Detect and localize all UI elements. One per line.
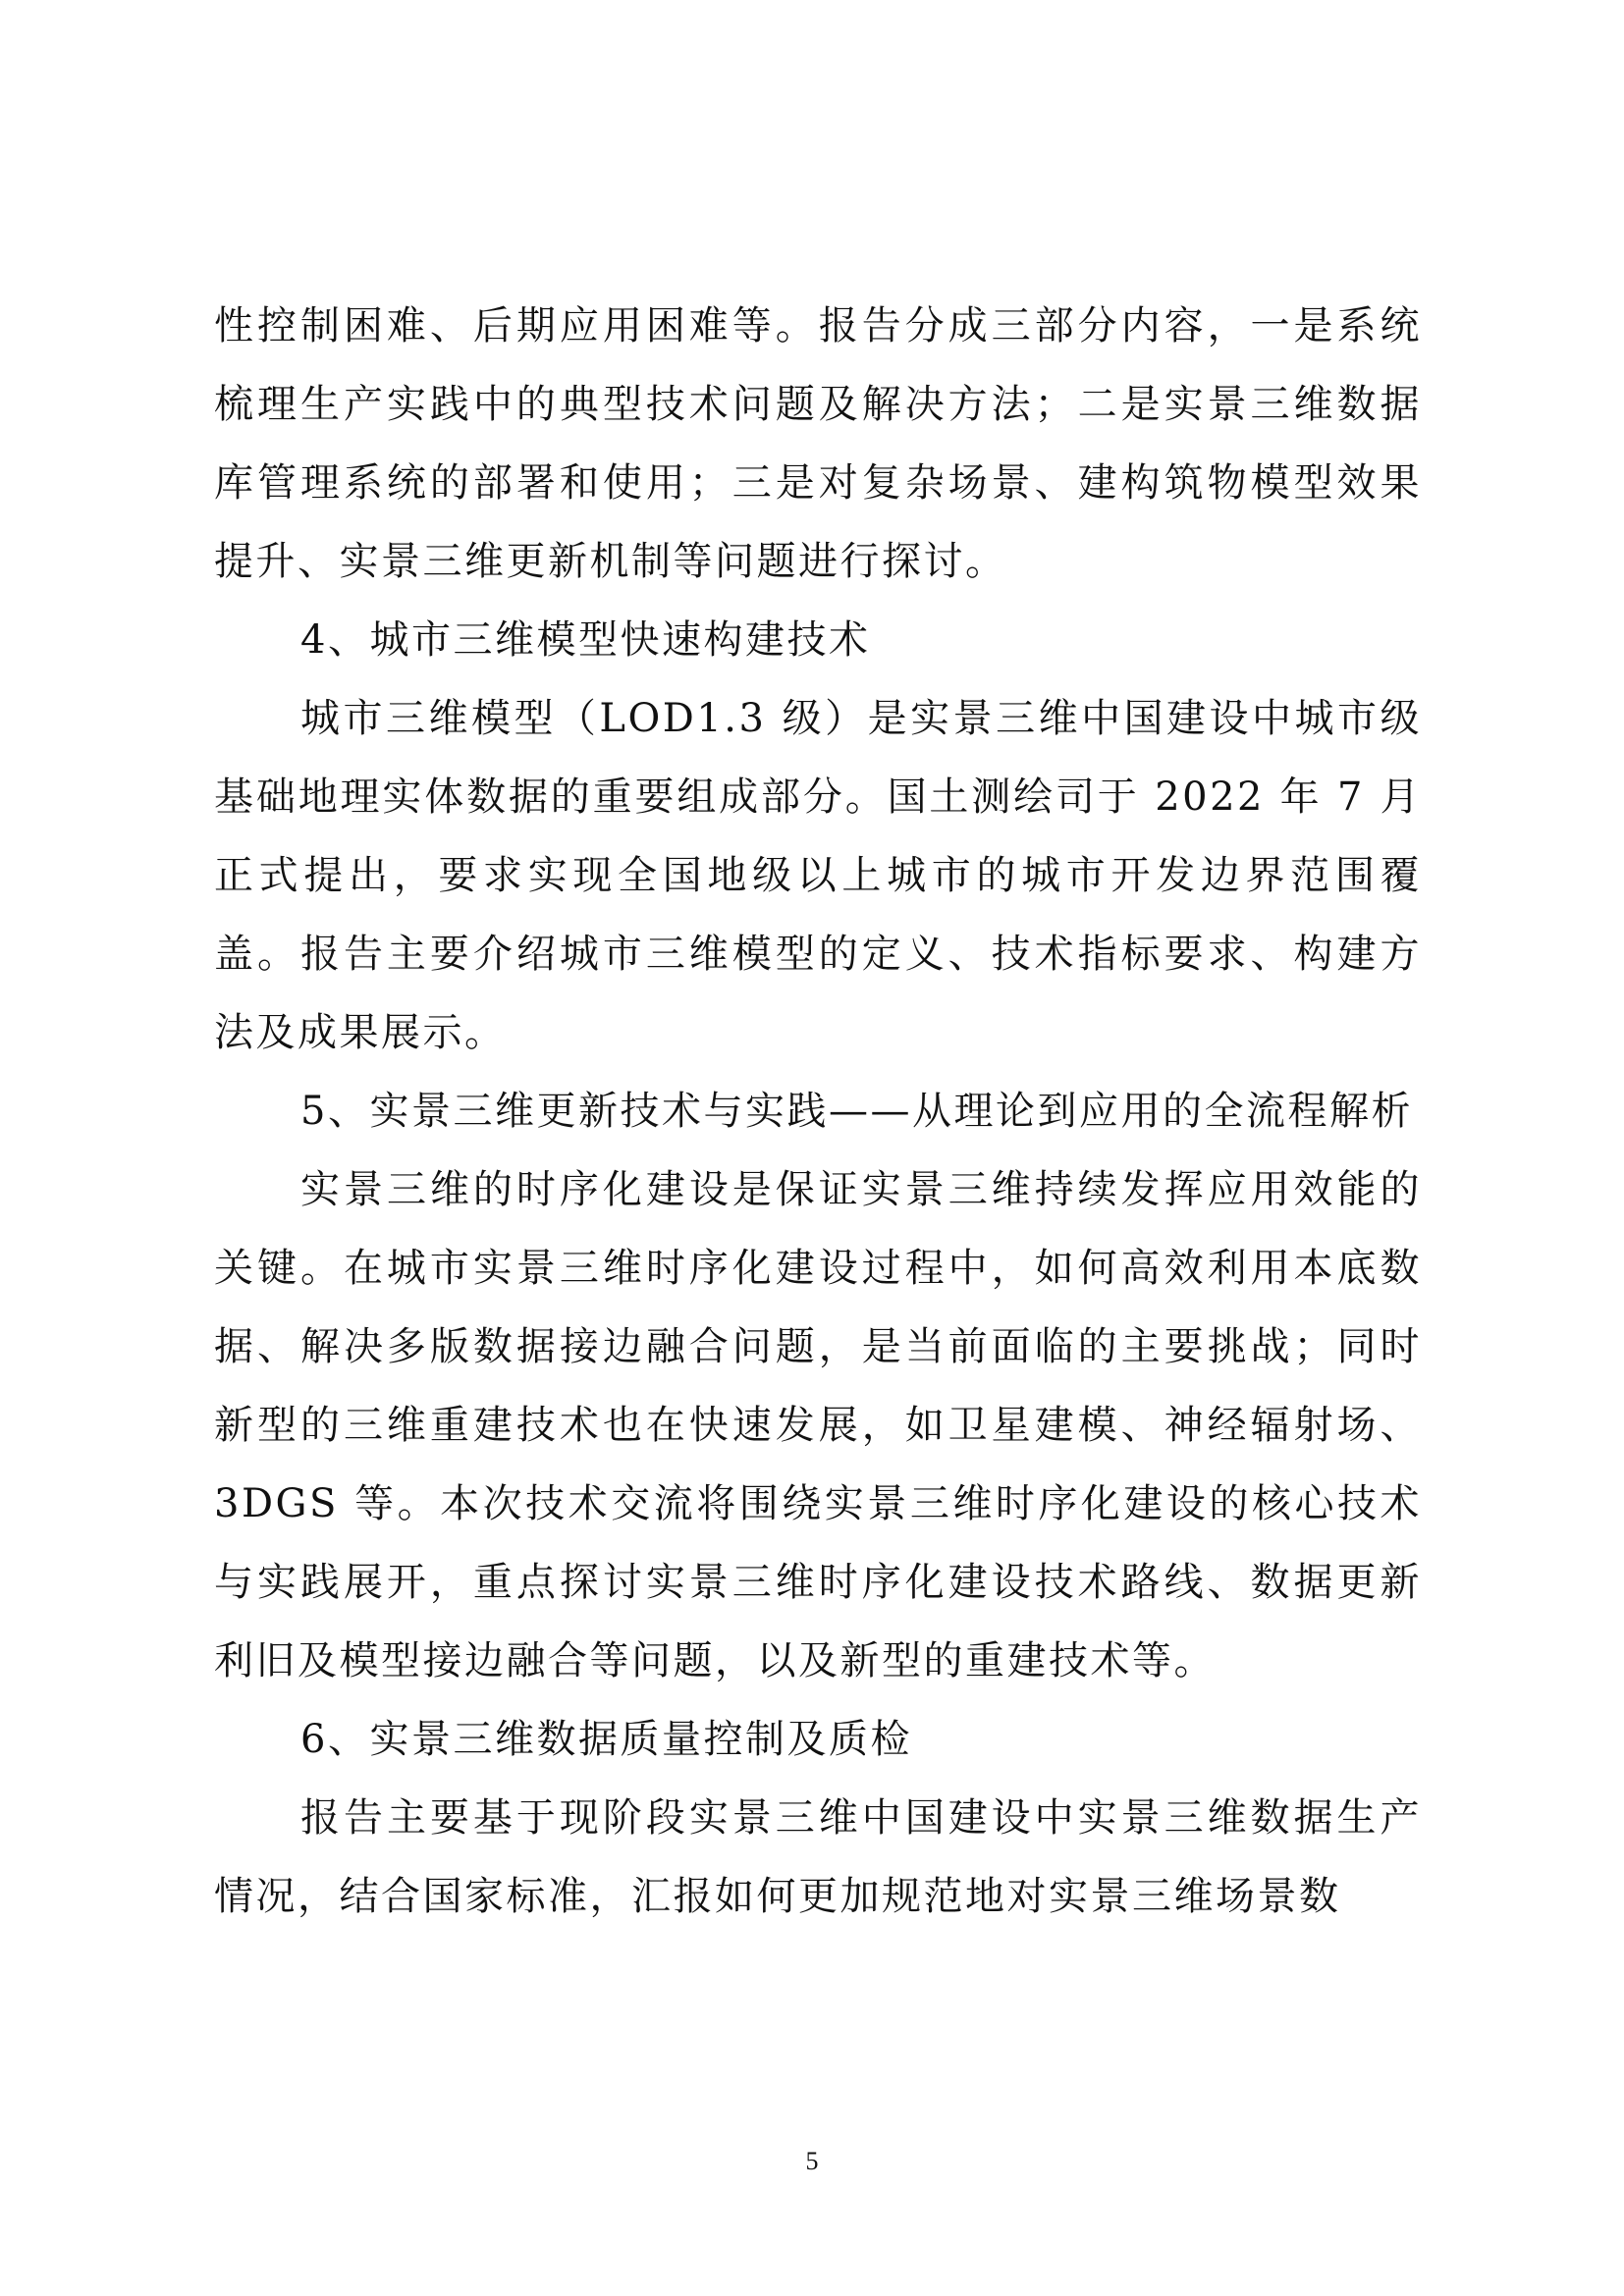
paragraph-item-6: 报告主要基于现阶段实景三维中国建设中实景三维数据生产情况，结合国家标准，汇报如何更加规范地对实景三维场景数 (214, 1795, 1422, 1919)
paragraph-item-4: 城市三维模型（LOD1.3 级）是实景三维中国建设中城市级基础地理实体数据的重要组成部分。国土测绘司于 2022 年 7 月正式提出，要求实现全国地级以上城市的城市开发边界范围覆盖。报告主要介绍城市三维模型的定义、技术指标要求、构建方法及成果展示。 (214, 696, 1422, 1055)
heading-item-6: 6、实景三维数据质量控制及质检 (300, 1717, 912, 1762)
body-text (214, 287, 1422, 1936)
paragraph-item-5: 实景三维的时序化建设是保证实景三维持续发挥应用效能的关键。在城市实景三维时序化建设过程中，如何高效利用本底数据、解决多版数据接边融合问题，是当前面临的主要挑战；同时新型的三维重建技术也在快速发展，如卫星建模、神经辐射场、3DGS 等。本次技术交流将围绕实景三维时序化建设的核心技术与实践展开，重点探讨实景三维时序化建设技术路线、数据更新利旧及模型接边融合等问题，以及新型的重建技术等。 (214, 1167, 1422, 1683)
heading-item-4: 4、城市三维模型快速构建技术 (300, 617, 871, 663)
heading-item-5: 5、实景三维更新技术与实践——从理论到应用的全流程解析 (300, 1089, 1413, 1134)
paragraph-continuation: 性控制困难、后期应用困难等。报告分成三部分内容，一是系统梳理生产实践中的典型技术问题及解决方法；二是实景三维数据库管理系统的部署和使用；三是对复杂场景、建构筑物模型效果提升、实景三维更新机制等问题进行探讨。 (214, 303, 1422, 584)
page-number: 5 (805, 2147, 819, 2175)
